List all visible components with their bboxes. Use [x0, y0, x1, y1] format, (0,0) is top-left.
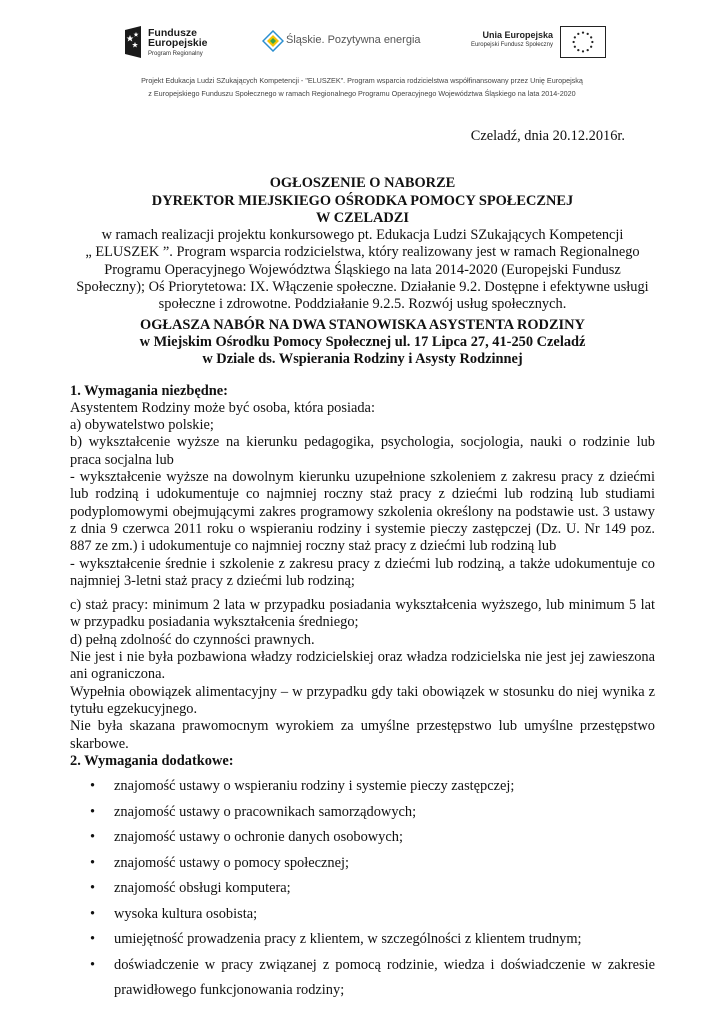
project-note: [0, 74, 724, 100]
section-heading: 1. Wymagania niezbędne:: [70, 382, 228, 399]
document-title: [70, 175, 655, 227]
fe-line1: Fundusze: [148, 27, 197, 39]
bullet-icon: •: [90, 778, 96, 795]
bullet-icon: •: [90, 905, 96, 922]
fe-logo-text: [148, 28, 208, 59]
list-item-text: znajomość ustawy o pomocy społecznej;: [114, 854, 349, 871]
requirement-a: a) obywatelstwo polskie;: [70, 417, 214, 434]
list-item: [70, 851, 655, 877]
requirement-b-alt1: - wykształcenie wyższe na dowolnym kierunku uzupełnione szkoleniem z zakresu pracy z dziećmi lub rodziną i udokumentuje co najmniej roczny staż pracy z dziećmi lub rodziną lub studiami podyplomowymi obejmującymi zakres programowy szkolenia określony na podstawie ust. 3 ustawy z dnia 9 czerwca 2011 roku o wspieraniu rodziny i systemie pieczy zastępczej (Dz. U. Nr 149 poz. 887 ze zm.) i udokumentuje co najmniej roczny staż pracy z dziećmi lub rodziną lub: [70, 469, 655, 555]
title-line: OGŁOSZENIE O NABORZE: [269, 175, 456, 192]
requirement-extra: Nie jest i nie była pozbawiona władzy rodzicielskiej oraz władza rodzicielska nie jest jej zawieszona ani ograniczona.: [70, 649, 655, 683]
list-item: [70, 927, 655, 953]
intro-line: społeczne i zdrowotne. Poddziałanie 9.2.5. Rozwój usług społecznych.: [158, 296, 567, 313]
list-item-text: znajomość ustawy o ochronie danych osobowych;: [114, 829, 403, 846]
logo-header: [0, 0, 724, 98]
list-item-text: wysoka kultura osobista;: [114, 905, 258, 922]
fe-stars-icon: [122, 26, 144, 58]
recruitment-announcement: [70, 317, 655, 369]
announce-line: w Miejskim Ośrodku Pomocy Społecznej ul. 17 Lipca 27, 41-250 Czeladź: [139, 333, 586, 350]
fe-line3: Program Regionalny: [148, 51, 203, 57]
list-item-text: znajomość ustawy o pracownikach samorządowych;: [114, 803, 417, 820]
announce-line: w Dziale ds. Wspierania Rodziny i Asysty Rodzinnej: [202, 351, 523, 368]
fundusze-europejskie-logo: [122, 22, 242, 68]
list-item-text: znajomość ustawy o wspieraniu rodziny i systemie pieczy zastępczej;: [114, 778, 515, 795]
intro-line: „ ELUSZEK ”. Program wsparcia rodzicielstwa, który realizowany jest w ramach Regionalnego: [85, 244, 640, 261]
list-item: [70, 953, 655, 1004]
ue-line2: Europejski Fundusz Społeczny: [470, 42, 553, 48]
project-intro: [70, 227, 655, 313]
requirement-extra: Nie była skazana prawomocnym wyrokiem za umyślne przestępstwo lub umyślne przestępstwo skarbowe.: [70, 718, 655, 752]
intro-line: w ramach realizacji projektu konkursowego pt. Edukacja Ludzi SZukających Kompetencji: [101, 227, 624, 244]
list-item: [70, 902, 655, 928]
section-heading: 2. Wymagania dodatkowe:: [70, 752, 234, 769]
section-lead: Asystentem Rodziny może być osoba, która posiada:: [70, 399, 375, 416]
requirement-extra: Wypełnia obowiązek alimentacyjny – w przypadku gdy taki obowiązek w stosunku do niej wynika z tytułu egzekucyjnego.: [70, 683, 655, 717]
title-line: W CZELADZI: [316, 209, 409, 226]
list-item: [70, 774, 655, 800]
list-item-text: umiejętność prowadzenia pracy z klientem, w szczególności z klientem trudnym;: [114, 931, 582, 948]
additional-list: [70, 774, 655, 1004]
requirement-b-alt2: - wykształcenie średnie i szkolenie z zakresu pracy z dziećmi lub rodziną, a także udokumentuje co najmniej 3-letni staż pracy z dziećmi lub rodziną;: [70, 555, 655, 589]
ue-line1: Unia Europejska: [482, 30, 553, 40]
eu-flag-icon: [560, 26, 606, 58]
project-note-line: Projekt Edukacja Ludzi SZukających Kompetencji - "ELUSZEK". Program wsparcia rodzicielstwa współfinansowany przez Unię Europejską: [141, 76, 583, 85]
list-item: [70, 800, 655, 826]
intro-line: Programu Operacyjnego Województwa Śląskiego na lata 2014-2020 (Europejski Fundusz: [104, 261, 621, 278]
bullet-icon: •: [90, 880, 96, 897]
list-item-text: znajomość obsługi komputera;: [114, 880, 291, 897]
list-item: [70, 825, 655, 851]
slaskie-logo-text: Śląskie. Pozytywna energia: [286, 34, 421, 46]
section-required: [70, 383, 655, 753]
project-note-line: z Europejskiego Funduszu Społecznego w ramach Regionalnego Programu Operacyjnego Województwa Śląskiego na lata 2014-2020: [148, 89, 576, 98]
section-additional: [70, 753, 655, 1004]
slaskie-logo: [262, 30, 432, 54]
bullet-icon: •: [90, 956, 96, 973]
requirement-d: d) pełną zdolność do czynności prawnych.: [70, 631, 315, 648]
bullet-icon: •: [90, 803, 96, 820]
title-line: DYREKTOR MIEJSKIEGO OŚRODKA POMOCY SPOŁECZNEJ: [151, 192, 574, 209]
ue-logo-text: [465, 30, 553, 48]
unia-europejska-logo: [465, 26, 615, 62]
bullet-icon: •: [90, 854, 96, 871]
fe-line2: Europejskie: [148, 37, 208, 49]
document-body: [70, 128, 655, 1004]
intro-line: Społeczny); Oś Priorytetowa: IX. Włączenie społeczne. Działanie 9.2. Dostępne i efektywne usługi: [76, 279, 649, 296]
bullet-icon: •: [90, 931, 96, 948]
announce-line: OGŁASZA NABÓR NA DWA STANOWISKA ASYSTENTA RODZINY: [140, 316, 585, 333]
requirement-b: b) wykształcenie wyższe na kierunku pedagogika, psychologia, socjologia, nauki o rodzinie lub praca socjalna lub: [70, 434, 655, 468]
list-item-text: doświadczenie w pracy związanej z pomocą rodzinie, wiedza i doświadczenie w zakresie prawidłowego funkcjonowania rodziny;: [114, 956, 655, 999]
document-date: Czeladź, dnia 20.12.2016r.: [470, 128, 625, 144]
list-item: [70, 876, 655, 902]
slaskie-icon: [262, 30, 284, 52]
requirement-c: c) staż pracy: minimum 2 lata w przypadku posiadania wykształcenia wyższego, lub minimum 5 lat w przypadku posiadania wykształcenia średniego;: [70, 597, 655, 631]
bullet-icon: •: [90, 829, 96, 846]
